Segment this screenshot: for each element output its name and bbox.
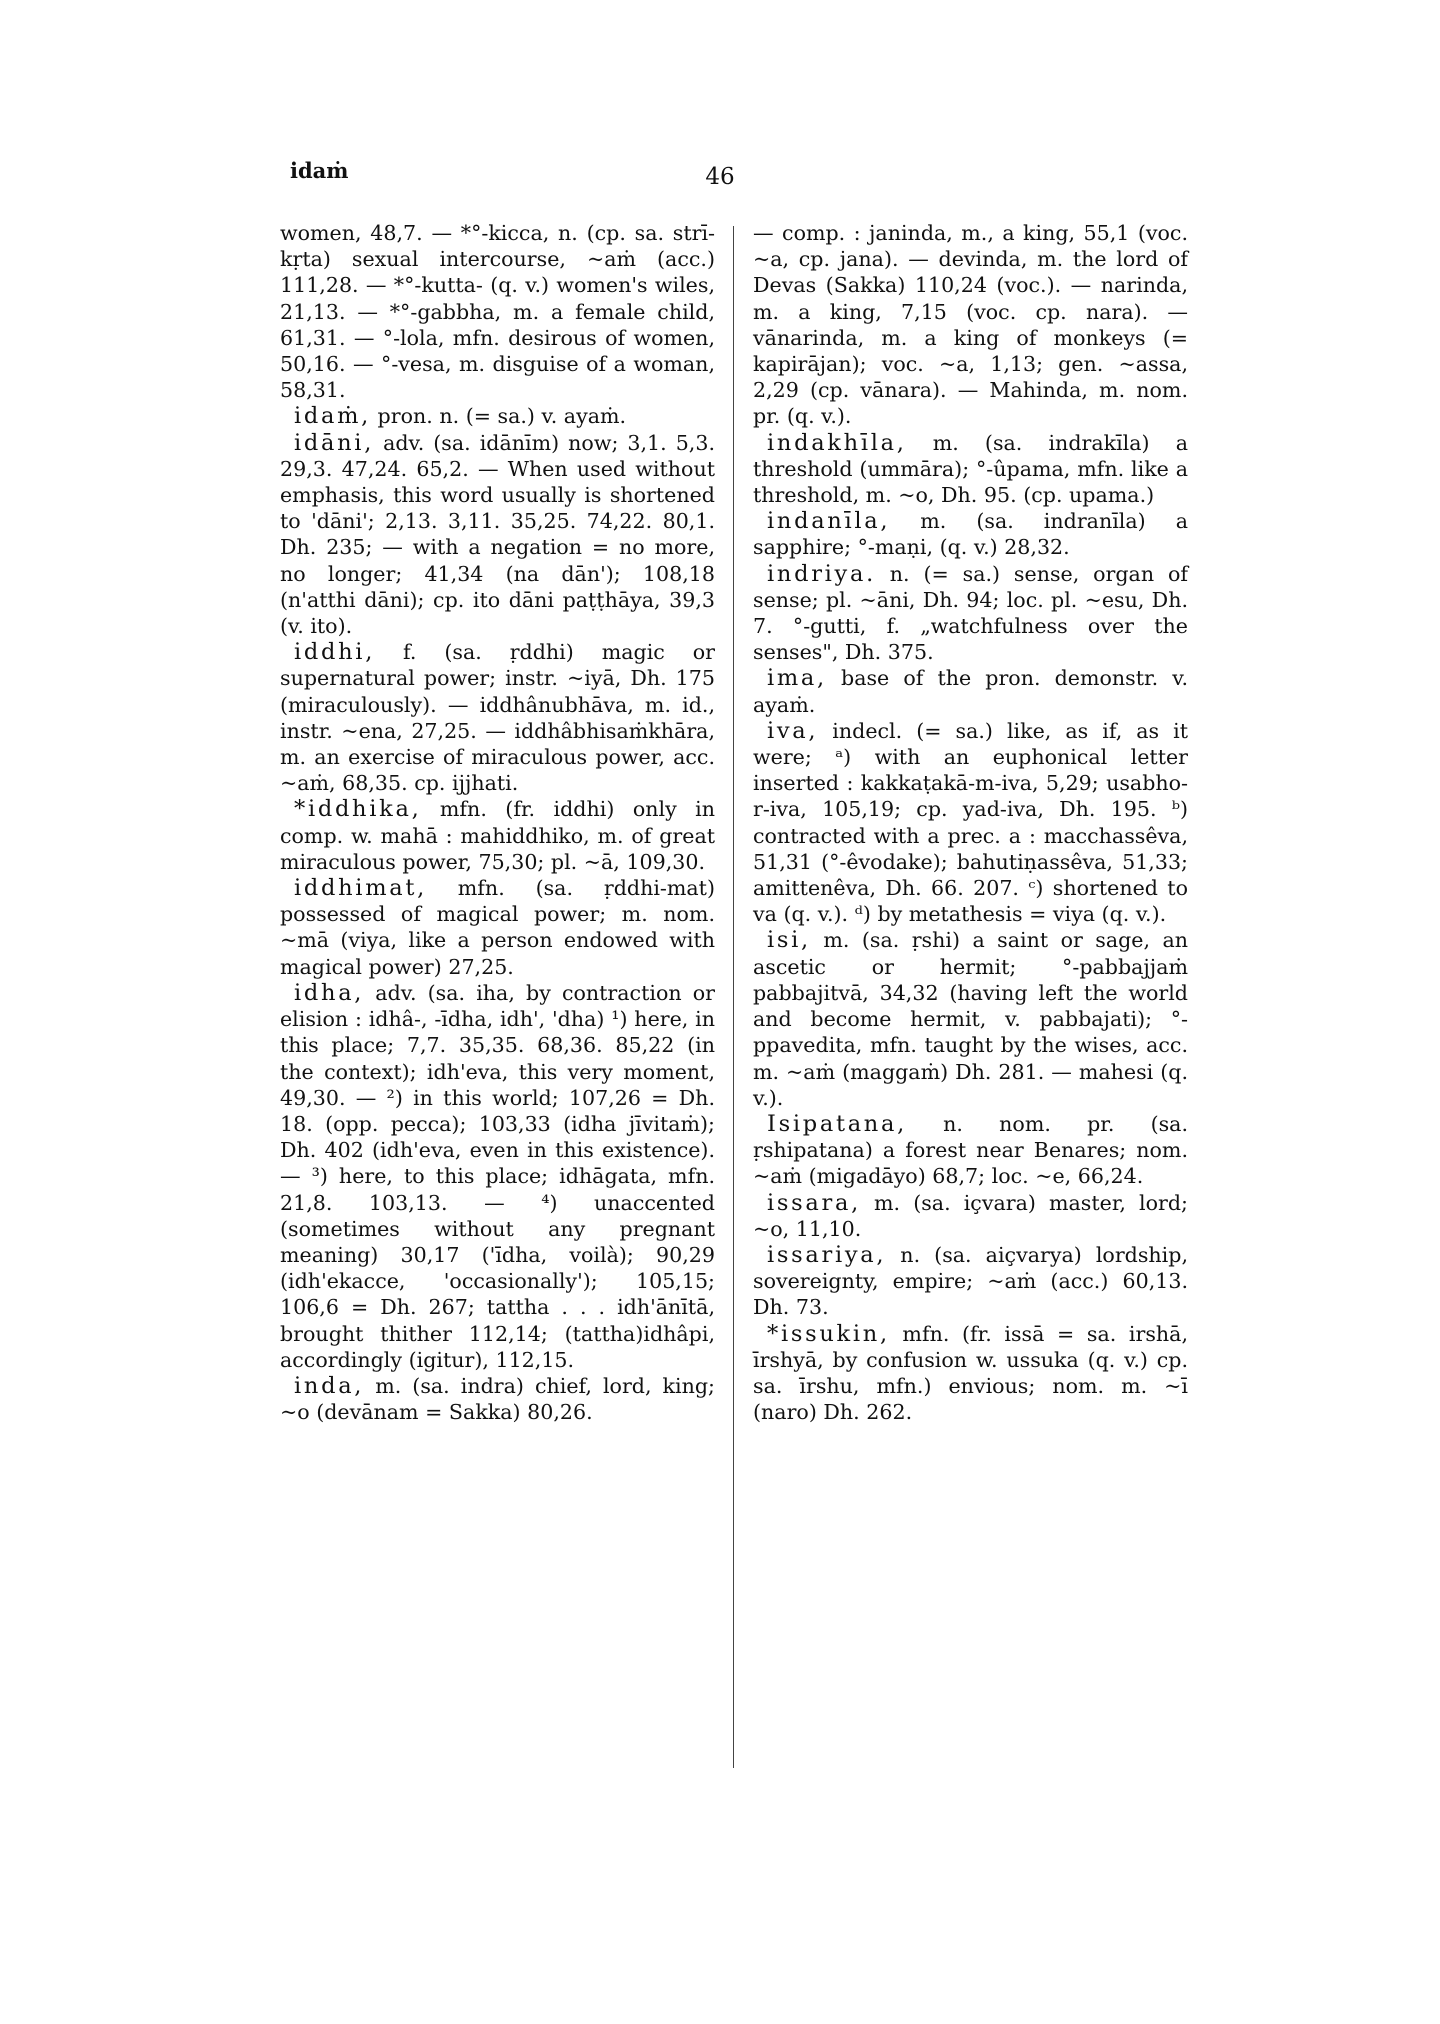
entry-issara xyxy=(753,1190,1188,1242)
right-column xyxy=(753,220,1188,1425)
entry-indakhila xyxy=(753,430,1188,509)
headword: idha, xyxy=(294,979,365,1006)
running-head: idaṁ xyxy=(290,158,349,183)
left-column xyxy=(280,220,715,1425)
entry-text: m. (sa. ṛshi) a saint or sage, an ascetic or hermit; °-pabbajjaṁ pabbajitvā, 34,32 (having left the world and become hermit, v. pabbajati); °-ppavedita, mfn. taught by the wises, acc. m. ~aṁ (maggaṁ) Dh. 281. — mahesi (q. v.). xyxy=(753,928,1188,1110)
page-number: 46 xyxy=(705,164,735,190)
headword: Isipatana, xyxy=(767,1110,907,1137)
headword: iddhimat, xyxy=(294,875,427,902)
headword: idaṁ, xyxy=(294,403,372,430)
headword: isi, xyxy=(767,927,811,954)
entry-issariya xyxy=(753,1242,1188,1321)
entry-isi xyxy=(753,927,1188,1110)
entry-indanila xyxy=(753,508,1188,560)
entry-inda xyxy=(280,1373,715,1425)
headword: *issukin, xyxy=(767,1320,890,1347)
entry-iva xyxy=(753,718,1188,928)
entry-text: adv. (sa. iha, by contraction or elision : idhâ-, -īdha, idh', 'dha) ¹) here, in this place; 7,7. 35,35. 68,36. 85,22 (in the context); idh'eva, this very moment, 49,30. — ²) in this world; 107,26 = Dh. 18. (opp. pecca); 103,33 (idha jīvitaṁ); Dh. 402 (idh'eva, even in this existence). — ³) here, to this place; idhāgata, mfn. 21,8. 103,13. — ⁴) unaccented (sometimes without any pregnant meaning) 30,17 ('īdha, voilà); 90,29 (idh'ekacce, 'occasionally'); 105,15; 106,6 = Dh. 267; tattha . . . idh'ānītā, brought thither 112,14; (tattha)idhâpi, accordingly (igitur), 112,15. xyxy=(280,980,715,1372)
entry-iddhimat xyxy=(280,875,715,980)
entry-iddhi xyxy=(280,639,715,796)
entry-text: mfn. (fr. issā = sa. irshā, īrshyā, by confusion w. ussuka (q. v.) cp. sa. īrshu, mfn.) envious; nom. m. ~ī (naro) Dh. 262. xyxy=(753,1321,1188,1425)
column-divider xyxy=(733,226,734,1768)
entry-text: — comp. : janinda, m., a king, 55,1 (voc. ~a, cp. jana). — devinda, m. the lord of Devas (Sakka) 110,24 (voc.). — narinda, m. a king, 7,15 (voc. cp. nara). — vānarinda, m. a king of monkeys (= kapirājan); voc. ~a, 1,13; gen. ~assa, 2,29 (cp. vānara). — Mahinda, m. nom. pr. (q. v.). xyxy=(753,221,1188,429)
headword: inda, xyxy=(294,1372,365,1399)
entry-text: m. (sa. içvara) master, lord; ~o, 11,10. xyxy=(753,1190,1188,1241)
entry-text: n. (= sa.) sense, organ of sense; pl. ~āni, Dh. 94; loc. pl. ~esu, Dh. 7. °-gutti, f. „watchfulness over the senses", Dh. 375. xyxy=(753,561,1188,665)
entry-text: adv. (sa. idānīm) now; 3,1. 5,3. 29,3. 47,24. 65,2. — When used without emphasis, this word usually is shortened to 'dāni'; 2,13. 3,11. 35,25. 74,22. 80,1. Dh. 235; — with a negation = no more, no longer; 41,34 (na dān'); 108,18 (n'atthi dāni); cp. ito dāni paṭṭhāya, 39,3 (v. ito). xyxy=(280,430,715,639)
headword: *iddhika, xyxy=(294,796,422,823)
entry-isipatana xyxy=(753,1111,1188,1190)
entry-idam xyxy=(280,403,715,429)
entry-text: m. (sa. indra) chief, lord, king; ~o (devānam = Sakka) 80,26. xyxy=(280,1373,715,1425)
headword: indriya. xyxy=(767,560,876,587)
entry-continuation xyxy=(753,220,1188,430)
entry-idha xyxy=(280,980,715,1373)
entry-text: n. nom. pr. (sa. ṛshipatana) a forest near Benares; nom. ~aṁ (migadāyo) 68,7; loc. ~e, 66,24. xyxy=(753,1111,1188,1189)
entry-issukin xyxy=(753,1321,1188,1426)
entry-continuation xyxy=(280,220,715,403)
entry-text: women, 48,7. — *°-kicca, n. (cp. sa. strī-kṛta) sexual intercourse, ~aṁ (acc.) 111,28. — *°-kutta- (q. v.) women's wiles, 21,13. — *°-gabbha, m. a female child, 61,31. — °-lola, mfn. desirous of women, 50,16. — °-vesa, m. disguise of a woman, 58,31. xyxy=(280,221,715,403)
entry-ima xyxy=(753,665,1188,717)
entry-text: f. (sa. ṛddhi) magic or supernatural power; instr. ~iyā, Dh. 175 (miraculously). — iddhânubhāva, m. id., instr. ~ena, 27,25. — iddhâbhisaṁkhāra, m. an exercise of miraculous power, acc. ~aṁ, 68,35. cp. ijjhati. xyxy=(280,640,715,796)
entry-iddhika xyxy=(280,796,715,875)
entry-text: m. (sa. indrakīla) a threshold (ummāra); °-ûpama, mfn. like a threshold, m. ~o, Dh. 95. (cp. upama.) xyxy=(753,430,1188,508)
entry-text: m. (sa. indranīla) a sapphire; °-maṇi, (q. v.) 28,32. xyxy=(753,509,1188,560)
entry-text: indecl. (= sa.) like, as if, as it were; ᵃ) with an euphonical letter inserted : kakkaṭakā-m-iva, 5,29; usabho-r-iva, 105,19; cp. yad-iva, Dh. 195. ᵇ) contracted with a prec. a : macchassêva, 51,31 (°-êvodake); bahutiṇassêva, 51,33; amittenêva, Dh. 66. 207. ᶜ) shortened to va (q. v.). ᵈ) by metathesis = viya (q. v.). xyxy=(753,718,1188,927)
headword: idāni, xyxy=(294,429,375,456)
headword: issariya, xyxy=(767,1241,887,1268)
headword: iva, xyxy=(767,717,819,744)
headword: iddhi, xyxy=(294,639,376,666)
entry-text: mfn. (fr. iddhi) only in comp. w. mahā : mahiddhiko, m. of great miraculous power, 75,30; pl. ~ā, 109,30. xyxy=(280,797,715,874)
entry-text: n. (sa. aiçvarya) lordship, sovereignty, empire; ~aṁ (acc.) 60,13. Dh. 73. xyxy=(753,1242,1188,1320)
entry-text: mfn. (sa. ṛddhi-mat) possessed of magical power; m. nom. ~mā (viya, like a person endowed with magical power) 27,25. xyxy=(280,876,715,979)
headword: ima, xyxy=(767,665,827,692)
entry-indriya xyxy=(753,561,1188,666)
entry-text: pron. n. (= sa.) v. ayaṁ. xyxy=(371,404,627,429)
headword: indanīla, xyxy=(767,508,891,535)
entry-text: base of the pron. demonstr. v. ayaṁ. xyxy=(753,666,1188,717)
entry-idani xyxy=(280,430,715,640)
headword: issara, xyxy=(767,1189,861,1216)
headword: indakhīla, xyxy=(767,429,907,456)
